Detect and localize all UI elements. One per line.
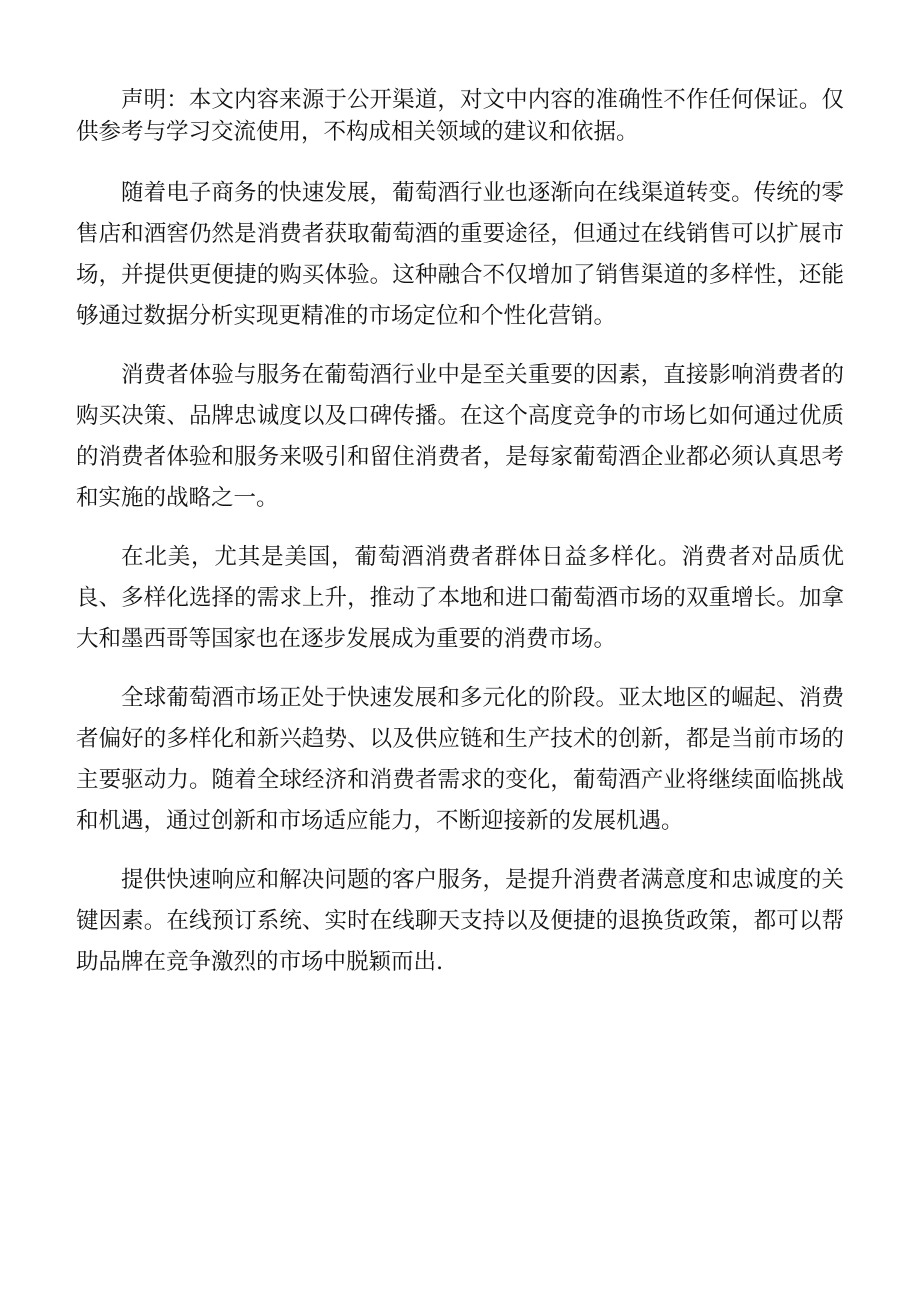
paragraph-customer-service: 提供快速响应和解决问题的客户服务，是提升消费者满意度和忠诚度的关键因素。在线预订系统、实时在线聊天支持以及便捷的退换货政策，都可以帮助品牌在竞争激烈的市场中脱颖而出. xyxy=(76,867,844,975)
paragraph-north-america: 在北美，尤其是美国，葡萄酒消费者群体日益多样化。消费者对品质优良、多样化选择的需求上升，推动了本地和进口葡萄酒市场的双重增长。加拿大和墨西哥等国家也在逐步发展成为重要的消费市场。 xyxy=(76,544,844,652)
document-body xyxy=(76,84,844,983)
paragraph-global-market: 全球葡萄酒市场正处于快速发展和多元化的阶段。亚太地区的崛起、消费者偏好的多样化和新兴趋势、以及供应链和生产技术的创新，都是当前市场的主要驱动力。随着全球经济和消费者需求的变化，葡萄酒产业将继续面临挑战和机遇，通过创新和市场适应能力，不断迎接新的发展机遇。 xyxy=(76,685,844,834)
paragraph-ecommerce: 随着电子商务的快速发展，葡萄酒行业也逐渐向在线渠道转变。传统的零售店和酒窖仍然是消费者获取葡萄酒的重要途径，但通过在线销售可以扩展市场，并提供更便捷的购买体验。这种融合不仅增加了销售渠道的多样性，还能够通过数据分析实现更精准的市场定位和个性化营销。 xyxy=(76,180,844,329)
paragraph-consumer-experience: 消费者体验与服务在葡萄酒行业中是至关重要的因素，直接影响消费者的购买决策、品牌忠诚度以及口碑传播。在这个高度竞争的市场匕如何通过优质的消费者体验和服务来吸引和留住消费者，是每家葡萄酒企业都必须认真思考和实施的战略之一。 xyxy=(76,362,844,511)
disclaimer-paragraph: 声明：本文内容来源于公开渠道，对文中内容的准确性不作任何保证。仅供参考与学习交流使用，不构成相关领域的建议和依据。 xyxy=(76,87,844,145)
